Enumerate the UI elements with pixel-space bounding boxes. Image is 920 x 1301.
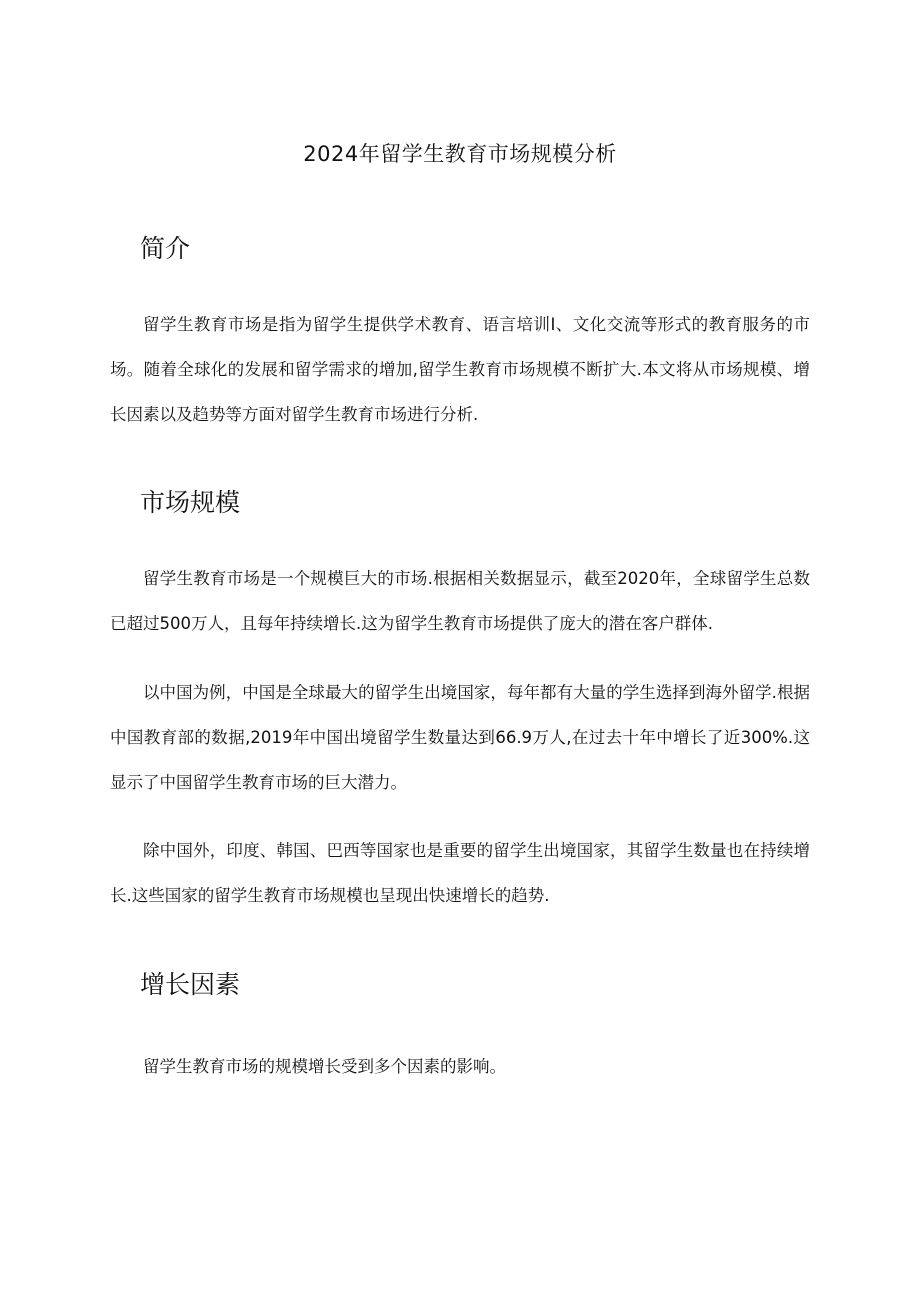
section-heading-market-size: 市场规模: [140, 488, 241, 517]
section-heading-growth-factors: 增长因素: [140, 970, 241, 999]
paragraph-growth-factors: 留学生教育市场的规模增长受到多个因素的影响。: [143, 1057, 506, 1076]
paragraph-market-size-3: 除中国外，印度、韩国、巴西等国家也是重要的留学生出境国家，其留学生数量也在持续增长.这些国家的留学生教育市场规模也呈现出快速增长的趋势.: [110, 841, 810, 905]
paragraph-market-size-1: 留学生教育市场是一个规模巨大的市场.根据相关数据显示，截至2020年，全球留学生总数已超过500万人，且每年持续增长.这为留学生教育市场提供了庞大的潜在客户群体.: [110, 569, 810, 633]
document-title: 2024年留学生教育市场规模分析: [303, 142, 617, 166]
paragraph-intro: 留学生教育市场是指为留学生提供学术教育、语言培训I、文化交流等形式的教育服务的市场。随着全球化的发展和留学需求的增加,留学生教育市场规模不断扩大.本文将从市场规模、增长因素以及趋势等方面对留学生教育市场进行分析.: [110, 315, 810, 424]
section-heading-intro: 简介: [140, 234, 191, 263]
paragraph-market-size-2: 以中国为例，中国是全球最大的留学生出境国家，每年都有大量的学生选择到海外留学.根据中国教育部的数据,2019年中国出境留学生数量达到66.9万人,在过去十年中增长了近300%.这显示了中国留学生教育市场的巨大潜力。: [110, 683, 810, 792]
